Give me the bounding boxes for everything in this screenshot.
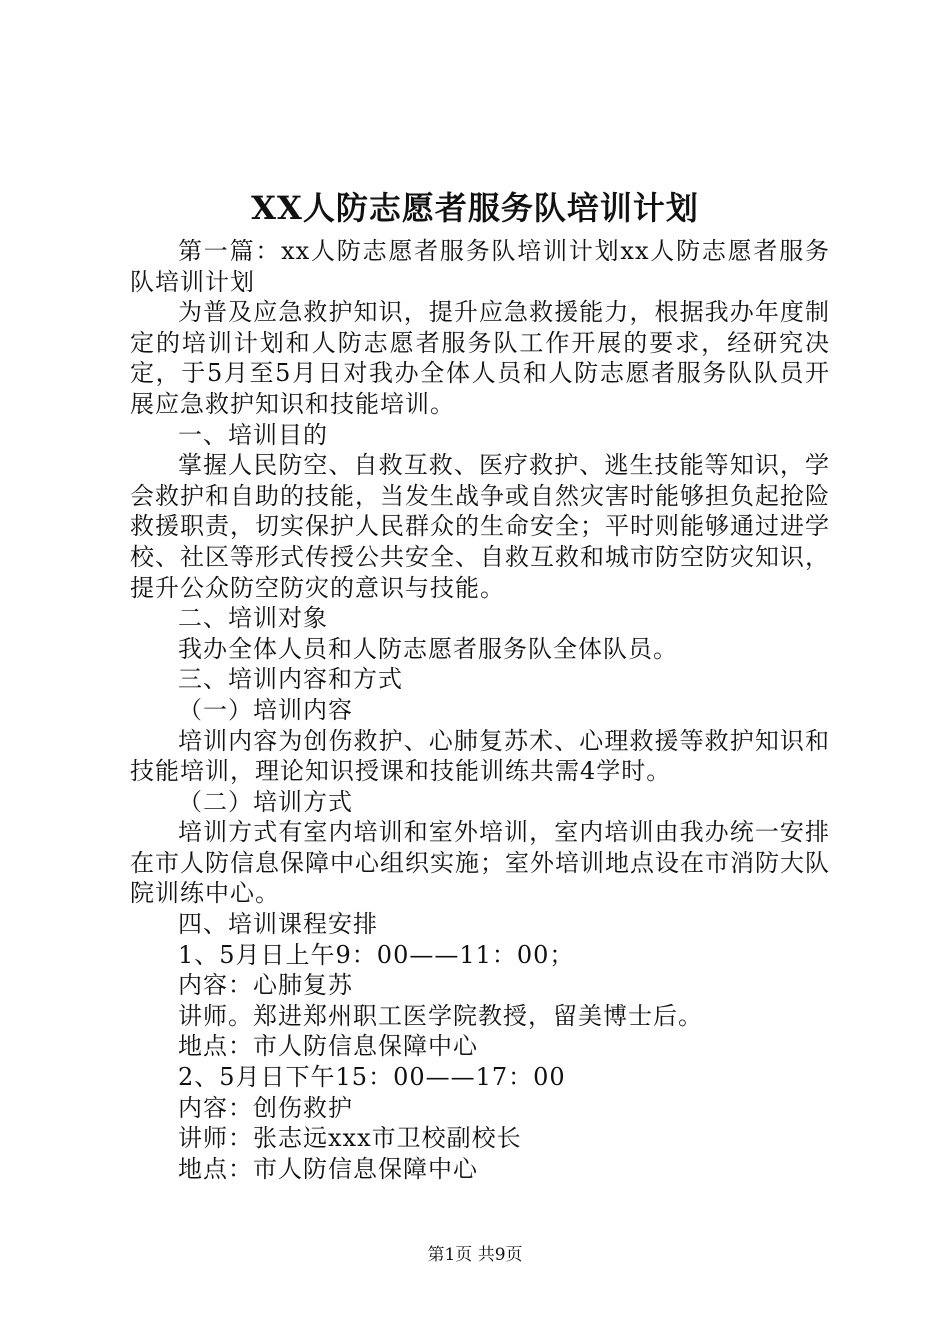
schedule-line: 地点：市人防信息保障中心	[178, 1032, 478, 1061]
paragraph: 培训方式有室内培训和室外培训，室内培训由我办统一安排在市人防信息保障中心组织实施；室外培训地点设在市消防大队院训练中心。	[130, 818, 830, 908]
document-body	[130, 236, 830, 1184]
schedule-line: 地点：市人防信息保障中心	[178, 1154, 478, 1183]
section-heading: 二、培训对象	[178, 604, 328, 633]
paragraph: 为普及应急救护知识，提升应急救援能力，根据我办年度制定的培训计划和人防志愿者服务队工作开展的要求，经研究决定，于5月至5月日对我办全体人员和人防志愿者服务队队员开展应急救护知识和技能培训。	[130, 298, 830, 418]
paragraph: 我办全体人员和人防志愿者服务队全体队员。	[178, 634, 678, 663]
schedule-line: 讲师。郑进郑州职工医学院教授，留美博士后。	[178, 1001, 703, 1030]
section-heading: 三、培训内容和方式	[178, 665, 403, 694]
paragraph: 掌握人民防空、自救互救、医疗救护、逃生技能等知识，学会救护和自助的技能，当发生战争或自然灾害时能够担负起抢险救援职责，切实保护人民群众的生命安全；平时则能够通过进学校、社区等形式传授公共安全、自救互救和城市防空防灾知识，提升公众防空防灾的意识与技能。	[130, 451, 830, 602]
subsection-heading: （一）培训内容	[178, 695, 353, 724]
section-heading: 一、培训目的	[178, 420, 328, 449]
paragraph: 培训内容为创伤救护、心肺复苏术、心理救援等救护知识和技能培训，理论知识授课和技能训练共需4学时。	[130, 726, 830, 786]
subsection-heading: （二）培训方式	[178, 787, 353, 816]
page-footer: 第1页 共9页	[427, 1245, 523, 1265]
section-heading: 四、培训课程安排	[178, 910, 378, 939]
document-title: XX人防志愿者服务队培训计划	[251, 189, 699, 227]
schedule-line: 内容：心肺复苏	[178, 971, 353, 1000]
paragraph: 第一篇：xx人防志愿者服务队培训计划xx人防志愿者服务队培训计划	[130, 237, 830, 296]
schedule-line: 讲师：张志远xxx市卫校副校长	[178, 1124, 522, 1153]
schedule-line: 2、5月日下午15：00——17：00	[178, 1063, 566, 1092]
schedule-line: 内容：创伤救护	[178, 1093, 353, 1122]
schedule-line: 1、5月日上午9：00——11：00；	[178, 940, 575, 969]
